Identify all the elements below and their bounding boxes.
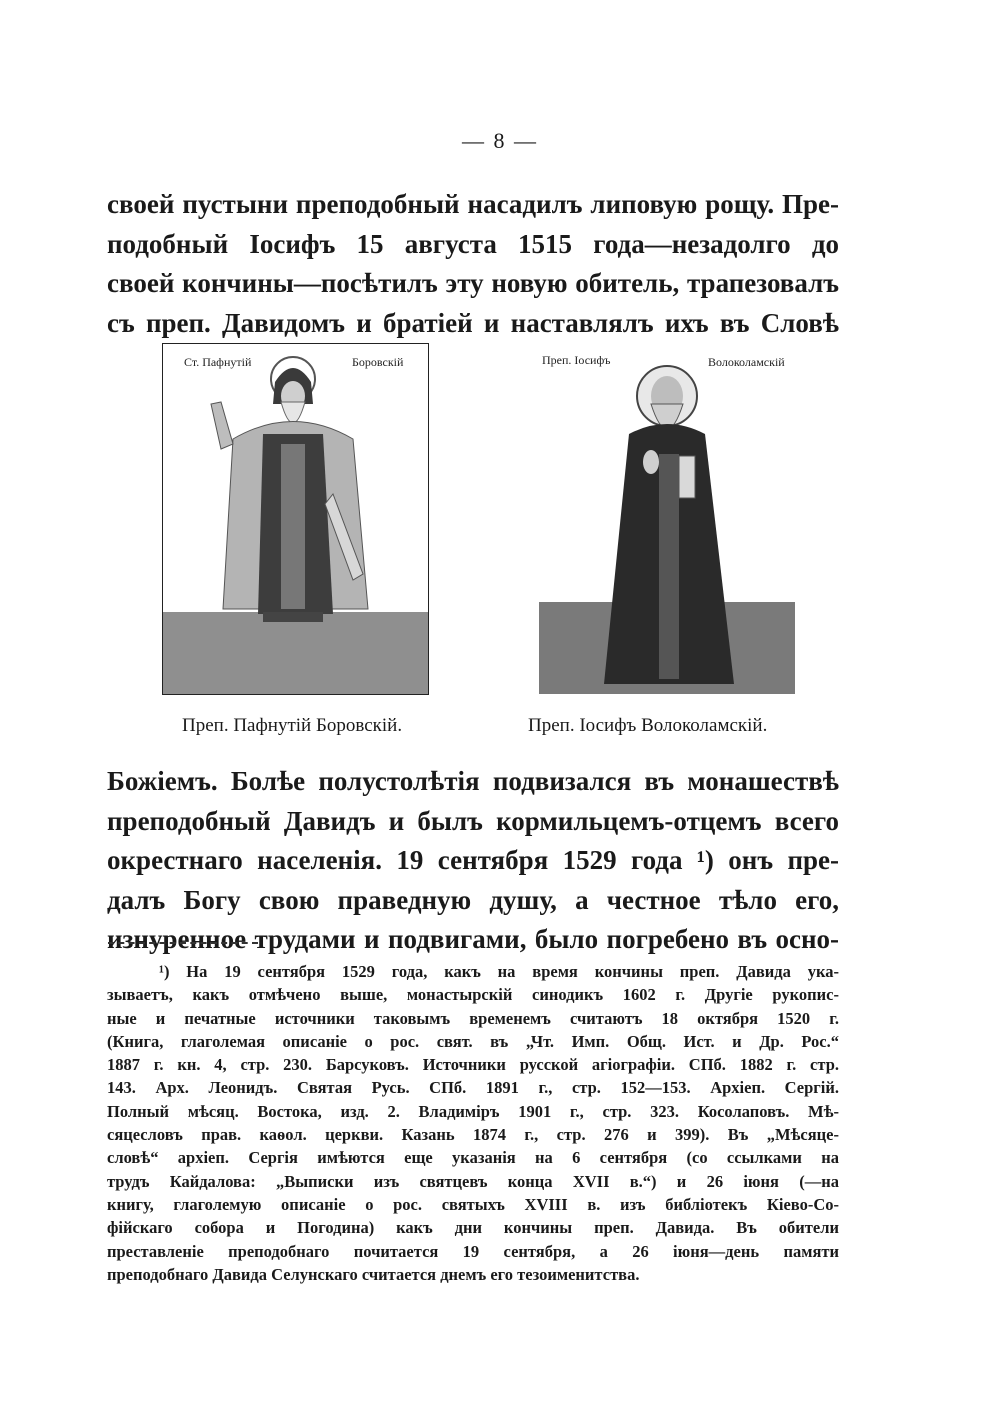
icon-image-pafnutiy xyxy=(162,343,429,695)
footnote-line: зываетъ, какъ отмѣчено выше, монастырскій синодикъ 1602 г. Другіе рукопис- xyxy=(107,985,839,1005)
footnote-divider xyxy=(108,942,258,944)
footnote-line: ные и печатные источники таковымъ временемъ считаютъ 18 октября 1520 г. xyxy=(107,1008,839,1028)
text-line: Божіемъ. Болѣе полустолѣтія подвизался въ монашествѣ xyxy=(107,766,839,796)
icon-image-iosif xyxy=(538,343,796,695)
footnote-line: книгу, глаголемую описаніе о рос. святыхъ XVIII в. изъ библіотекъ Кіево-Со- xyxy=(107,1194,839,1214)
text-line: своей пустыни преподобный насадилъ липовую рощу. Пре- xyxy=(107,189,839,219)
text-line: изнуренное трудами и подвигами, было погребено въ осно- xyxy=(107,924,839,954)
icon-inscription-left: Преп. Іосифъ xyxy=(542,353,611,367)
saint-figure-icon xyxy=(163,344,428,694)
footnote-line: ¹) На 19 сентября 1529 года, какъ на время кончины преп. Давида ука- xyxy=(159,962,839,981)
text-line: далъ Богу свою праведную душу, а честное тѣло его, xyxy=(107,884,839,915)
icon-inscription-right: Боровскій xyxy=(352,355,404,369)
footnote-line: 1887 г. кн. 4, стр. 230. Барсуковъ. Источники русской агіографіи. СПб. 1882 г. стр. xyxy=(107,1055,839,1075)
text-line: своей кончины—посѣтилъ эту новую обитель, трапезовалъ xyxy=(107,268,839,298)
footnote-line: преставленіе преподобнаго почитается 19 сентября, а 26 іюня—день памяти xyxy=(107,1241,839,1261)
paragraph-top xyxy=(107,185,839,343)
icon-inscription-right: Волоколамскій xyxy=(708,355,785,369)
saint-figure-icon xyxy=(539,344,795,694)
text-line: съ преп. Давидомъ и братіей и наставлялъ ихъ въ Словѣ xyxy=(107,307,839,338)
caption-iosif: Преп. Іосифъ Волоколамскій. xyxy=(528,715,768,736)
text-line: подобный Іосифъ 15 августа 1515 года—незадолго до xyxy=(107,228,839,259)
footnote-line: сяцесловъ прав. каѳол. церкви. Казань 1874 г., стр. 276 и 399). Въ „Мѣсяце- xyxy=(107,1125,839,1145)
footnote-line: фійскаго собора и Погодина) какъ дни кончины преп. Давида. Въ обители xyxy=(107,1218,839,1238)
paragraph-bottom xyxy=(107,762,839,960)
page-number: — 8 — xyxy=(462,128,538,153)
footnote-line: словѣ“ архіеп. Сергія имѣются еще указанія на 6 сентября (со ссылками на xyxy=(107,1148,839,1168)
text-line: преподобный Давидъ и былъ кормильцемъ-отцемъ всего xyxy=(107,805,839,836)
footnote-line: преподобнаго Давида Селунскаго считается днемъ его тезоименитства. xyxy=(107,1264,640,1284)
footnote-line: (Книга, глаголемая описаніе о рос. свят. въ „Чт. Имп. Общ. Ист. и Др. Рос.“ xyxy=(107,1031,839,1051)
text-line: окрестнаго населенія. 19 сентября 1529 года ¹) онъ пре- xyxy=(107,845,839,875)
footnote-line: трудъ Кайдалова: „Выписки изъ святцевъ конца XVII в.“) и 26 іюня (—на xyxy=(107,1171,839,1191)
footnote-line: Полный мѣсяц. Востока, изд. 2. Владиміръ 1901 г., стр. 323. Косолаповъ. Мѣ- xyxy=(107,1101,839,1121)
footnote-line: 143. Арх. Леонидъ. Святая Русь. СПб. 1891 г., стр. 152—153. Архіеп. Сергій. xyxy=(107,1078,839,1098)
caption-pafnutiy: Преп. Пафнутій Боровскій. xyxy=(182,715,403,736)
footnote-block xyxy=(107,960,839,1286)
icon-inscription-left: Ст. Пафнутій xyxy=(184,355,252,369)
